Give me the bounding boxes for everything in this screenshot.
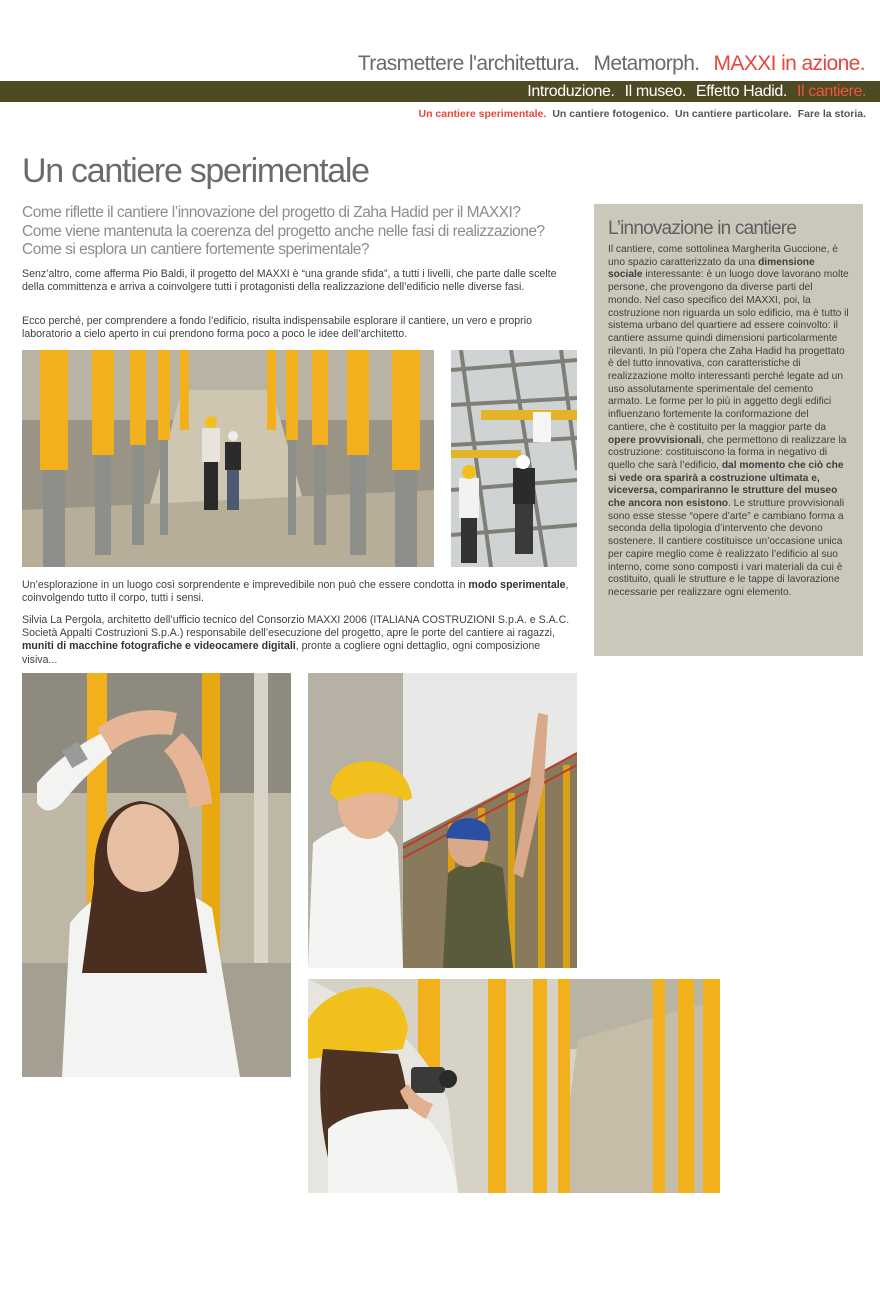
sidebar-innovazione [594, 204, 863, 656]
question-2: Come viene mantenuta la coerenza del progetto anche nelle fasi di realizzazione? [22, 222, 545, 240]
photo-girl-videocamera [308, 979, 720, 1193]
section-nav-il-museo[interactable]: Il museo. [624, 82, 686, 100]
photo-girl-framing-hands [22, 673, 291, 1077]
middle-p1-text-a: Un’esplorazione in un luogo così sorprendente e imprevedibile non può che essere condotta in [22, 579, 469, 591]
sub-nav-cantiere-particolare[interactable]: Un cantiere particolare. [675, 108, 792, 120]
intro-paragraph-1: Senz’altro, come afferma Pio Baldi, il progetto del MAXXI è “una grande sfida”, a tutti i livelli, che parte dalle scelte della committenza e arriva a coinvolgere tutti i protagonisti della realizzazione dell’edificio nelle diverse fasi. [22, 268, 557, 294]
sub-nav-cantiere-sperimentale[interactable]: Un cantiere sperimentale. [418, 108, 547, 120]
section-nav-band [0, 81, 880, 102]
top-navigation [358, 52, 865, 76]
middle-p2-text-b: , pronte a cogliere ogni dettaglio, ogni composizione visiva... [22, 640, 541, 666]
sidebar-text-1: Il cantiere, come sottolinea Margherita Guccione, è uno spazio caratterizzato da una [608, 244, 838, 268]
top-nav-trasmettere[interactable]: Trasmettere l'architettura. [357, 52, 580, 75]
photo-scaffold-corridor [22, 350, 434, 567]
sub-navigation [419, 108, 867, 120]
section-nav-introduzione[interactable]: Introduzione. [527, 82, 615, 100]
question-1: Come riflette il cantiere l’innovazione del progetto di Zaha Hadid per il MAXXI? [22, 204, 521, 221]
middle-p2-bold: muniti di macchine fotografiche e videocamere digitali [22, 640, 296, 653]
sub-nav-fare-la-storia[interactable]: Fare la storia. [797, 108, 866, 120]
middle-p1-text-b: , coinvolgendo tutto il corpo, tutti i sensi. [22, 579, 569, 605]
middle-p1-bold: modo sperimentale [468, 579, 566, 591]
page-title: Un cantiere sperimentale [22, 152, 369, 190]
intro-paragraph-2: Ecco perché, per comprendere a fondo l’edificio, risulta indispensabile esplorare il cantiere, un vero e proprio laboratorio a cielo aperto in cui prendono forma poco a poco le idee dell’architetto. [22, 315, 532, 341]
middle-p2-text-a: Silvia La Pergola, architetto dell’ufficio tecnico del Consorzio MAXXI 2006 (ITALIANA COSTRUZIONI S.p.A. e S.A.C. Società Appalti Costruzioni S.p.A.) responsabile dell’esecuzione del progetto, apre le porte del cantiere ai ragazzi, [22, 614, 570, 640]
photo-climbing-stairs [451, 350, 577, 567]
sidebar-text [608, 244, 849, 600]
section-nav-il-cantiere[interactable]: Il cantiere. [796, 82, 866, 100]
sidebar-title: L’innovazione in cantiere [608, 218, 797, 239]
sidebar-text-2: interessante: è un luogo dove lavorano molte persone, che provengono da diverse parti del mondo. Nel caso specifico del MAXXI, poi, la costruzione non riguarda un solo edificio, ma è tutto il sistema urbano del quartiere ad essere coinvolto: il cantiere assume quindi dimensioni particolarmente rilevanti. In più l’opera che Zaha Hadid ha progettato è del tutto innovativa, con caratteristiche di realizzazione molto interessanti perché legate ad un uso assolutamente sperimentale del cemento armato. Le forme per lo più in aggetto degli edifici influenzano fortemente la conformazione del cantiere, che è costituito per la maggior parte da [608, 269, 849, 433]
sidebar-bold-2: opere provvisionali [608, 434, 702, 446]
photo-boy-pointing [308, 673, 577, 968]
middle-paragraph-1 [22, 579, 578, 605]
section-navigation [527, 81, 866, 102]
sidebar-text-3: , che permettono di realizzare la costruzione: costituiscono la forma in negativo di quello che sarà l’edificio, [608, 434, 847, 471]
top-nav-metamorph[interactable]: Metamorph. [593, 52, 700, 75]
sidebar-bold-3: dal momento che ciò che si vede ora sparirà a costruzione ultimata e, viceversa, compariranno le strutture del museo che ancora non esistono [608, 459, 844, 510]
top-nav-maxxi-in-azione[interactable]: MAXXI in azione. [713, 52, 865, 75]
sidebar-text-4: . Le strutture provvisionali sono esse stesse “opere d’arte” e cambiano forma a seconda della tipologia d’intervento che devono sostenere. Il cantiere costituisce un’occasione unica per capire meglio come è realizzato l’edificio al suo interno, come sono composti i vari materiali da cui è costituito, quali le strutture e le tappe di lavorazione necessarie per realizzare ogni elemento. [608, 498, 845, 598]
question-3: Come si esplora un cantiere fortemente sperimentale? [22, 241, 370, 258]
sidebar-bold-1: dimensione sociale [608, 256, 815, 281]
section-nav-effetto-hadid[interactable]: Effetto Hadid. [695, 82, 787, 100]
guiding-questions [22, 204, 582, 260]
sub-nav-cantiere-fotogenico[interactable]: Un cantiere fotogenico. [552, 108, 669, 120]
middle-paragraph-2 [22, 614, 578, 667]
